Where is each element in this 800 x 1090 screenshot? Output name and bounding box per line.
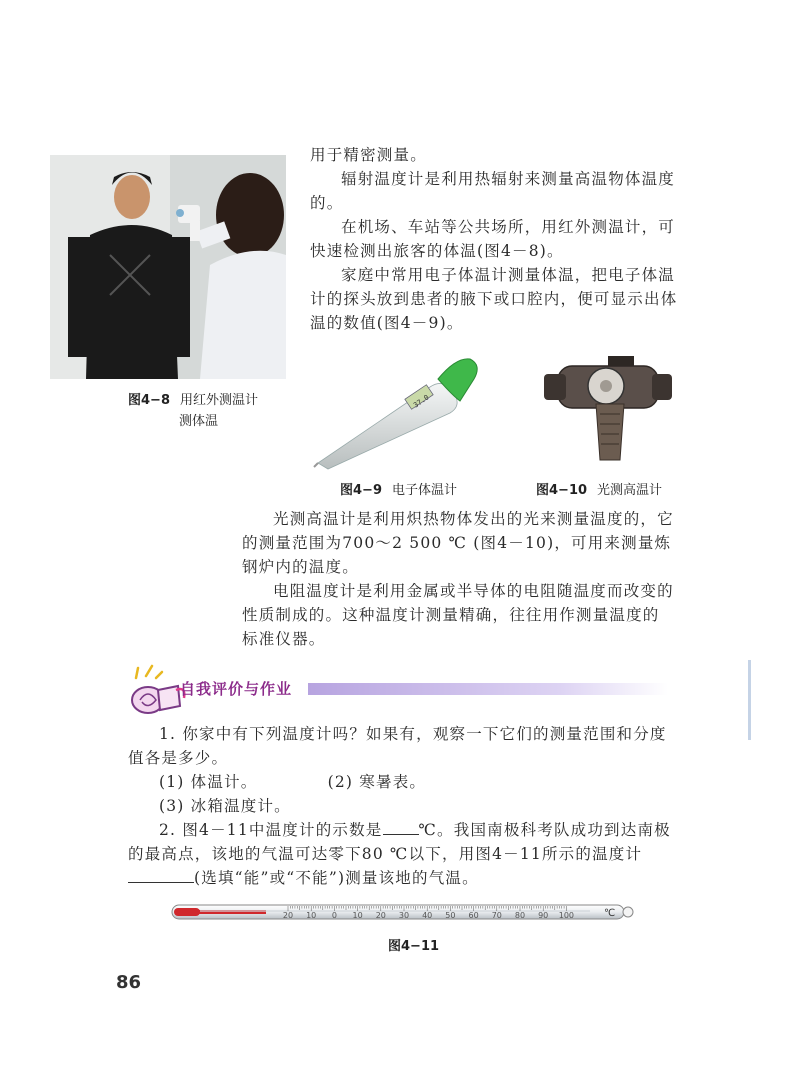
fig-4-10-caption bbox=[536, 479, 662, 498]
fig-4-10-caption-text: 光测高温计 bbox=[597, 483, 663, 498]
fig-4-8-caption-line2: 测体温 bbox=[179, 414, 219, 429]
page-number: 86 bbox=[116, 972, 142, 993]
scale-tick-label: 0 bbox=[331, 911, 337, 920]
fig-4-11-number: 图4−11 bbox=[388, 939, 440, 954]
top-paragraphs bbox=[310, 143, 678, 335]
electronic-thermometer bbox=[310, 345, 490, 470]
scale-tick-label: 30 bbox=[398, 911, 410, 920]
infrared-thermometer-scene bbox=[50, 155, 286, 379]
fig-4-10-image bbox=[540, 348, 675, 466]
question-1-option-b: (2) 寒暑表。 bbox=[327, 773, 427, 791]
fig-4-9-number: 图4−9 bbox=[340, 483, 382, 498]
scale-tick-label: 40 bbox=[422, 911, 433, 920]
fig-4-10-number: 图4−10 bbox=[536, 483, 588, 498]
scale-tick-label: 90 bbox=[538, 911, 549, 920]
scale-tick-label: 70 bbox=[491, 911, 502, 920]
fig-4-8-number: 图4−8 bbox=[128, 393, 170, 408]
scale-tick-label: 10 bbox=[352, 911, 363, 920]
fig-4-9-image bbox=[310, 345, 490, 470]
unit-label: ℃ bbox=[604, 908, 616, 919]
homework-header bbox=[118, 660, 678, 720]
paragraph-pyrometer: 光测高温计是利用炽热物体发出的光来测量温度的，它的测量范围为700～2 500 ℃ (图4－10)，可用来测量炼钢炉内的温度。 bbox=[242, 510, 674, 576]
answer-blank-can-measure bbox=[128, 868, 194, 883]
middle-paragraphs bbox=[242, 507, 676, 651]
scale-tick-label: 50 bbox=[445, 911, 456, 920]
question-1-option-a: (1) 体温计。 bbox=[159, 773, 258, 791]
liquid-thermometer bbox=[170, 900, 636, 924]
question-2-part-b: ℃。我国南极科考队成功到达南极的最高点，该地的气温可达零下80 ℃以下，用图4－11所示的温度计 bbox=[128, 821, 671, 863]
scale-tick-label: 10 bbox=[306, 911, 317, 920]
homework-title: 自我评价与作业 bbox=[180, 680, 293, 698]
paragraph-2: 在机场、车站等公共场所，用红外测温计，可快速检测出旅客的体温(图4－8)。 bbox=[310, 218, 676, 260]
homework-title-bar bbox=[308, 683, 668, 695]
answer-blank-reading bbox=[383, 820, 419, 835]
fig-4-11-caption bbox=[388, 935, 439, 954]
scale-tick-label: 20 bbox=[282, 911, 294, 920]
question-2-part-c: (选填“能”或“不能”)测量该地的气温。 bbox=[194, 869, 479, 887]
thermometer-display: 37.0 bbox=[412, 393, 431, 410]
question-1: 1. 你家中有下列温度计吗？如果有，观察一下它们的测量范围和分度值各是多少。 bbox=[128, 725, 667, 767]
homework-questions bbox=[128, 722, 678, 890]
scale-tick-label: 100 bbox=[558, 911, 575, 920]
fig-4-11-thermometer bbox=[170, 900, 636, 924]
fig-4-8-photo bbox=[50, 155, 286, 379]
question-2 bbox=[128, 818, 678, 890]
scale-tick-label: 60 bbox=[468, 911, 479, 920]
question-1-option-c: (3) 冰箱温度计。 bbox=[159, 797, 291, 815]
fig-4-9-caption-text: 电子体温计 bbox=[391, 483, 457, 498]
question-2-part-a: 2. 图4－11中温度计的示数是 bbox=[159, 821, 383, 839]
paragraph-0: 用于精密测量。 bbox=[310, 146, 427, 164]
scale-tick-label: 20 bbox=[375, 911, 386, 920]
optical-pyrometer bbox=[540, 348, 675, 466]
scale-tick-label: 80 bbox=[514, 911, 526, 920]
paragraph-1: 辐射温度计是利用热辐射来测量高温物体温度的。 bbox=[310, 170, 676, 212]
paragraph-resistance-thermometer: 电阻温度计是利用金属或半导体的电阻随温度而改变的性质制成的。这种温度计测量精确，往往用作测量温度的标准仪器。 bbox=[242, 582, 674, 648]
question-1-options-row bbox=[128, 770, 678, 794]
paragraph-3: 家庭中常用电子体温计测量体温，把电子体温计的探头放到患者的腋下或口腔内，便可显示出体温的数值(图4－9)。 bbox=[310, 266, 678, 332]
fig-4-8-caption-line1: 用红外测温计 bbox=[179, 393, 258, 408]
edge-mark bbox=[748, 660, 751, 740]
fig-4-8-caption bbox=[128, 389, 288, 429]
fig-4-9-caption bbox=[340, 479, 457, 498]
